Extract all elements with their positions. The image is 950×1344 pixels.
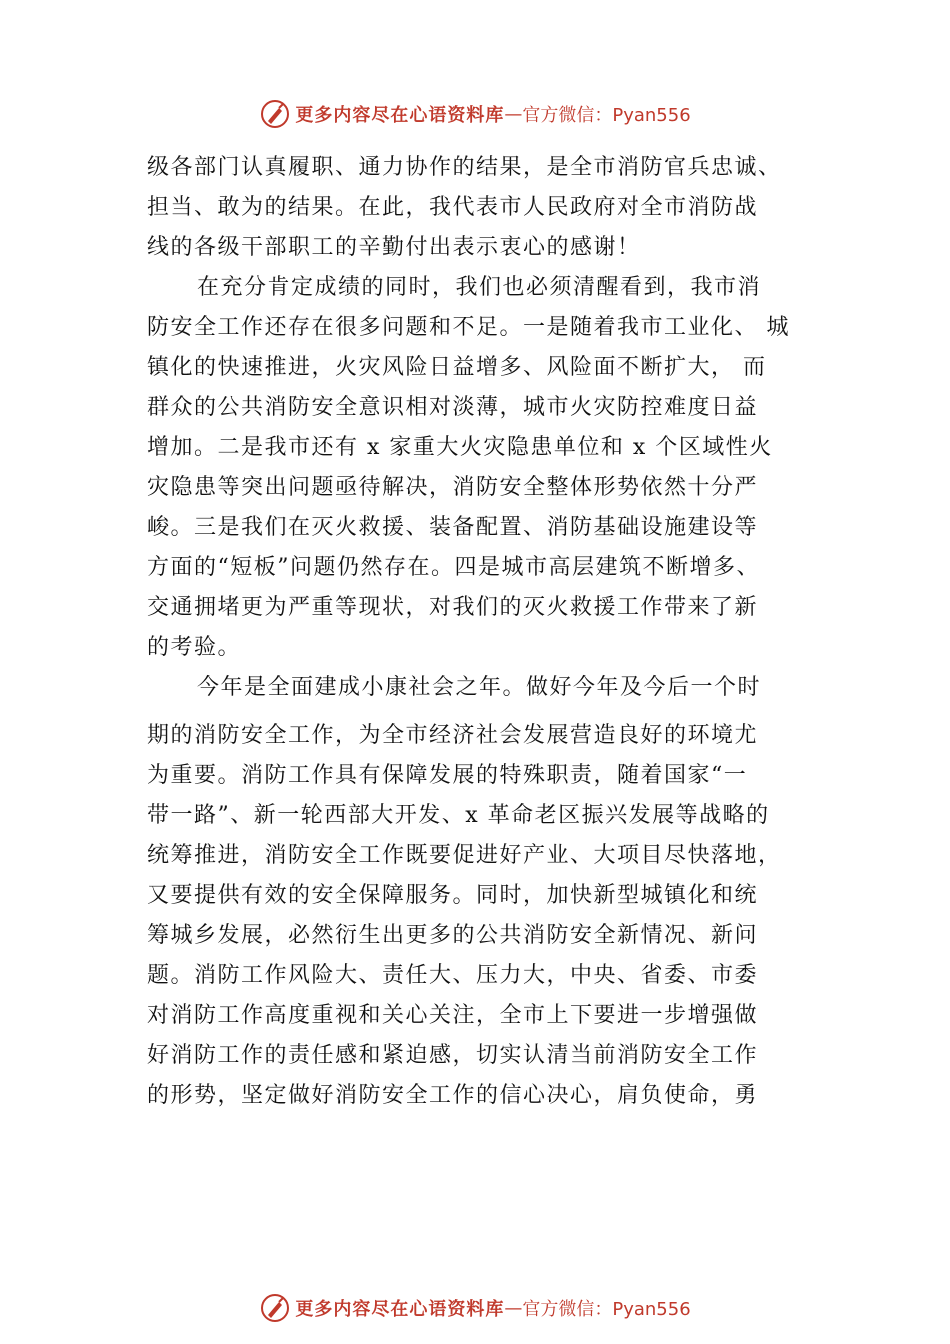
- body-line: 担当、敢为的结果。在此，我代表市人民政府对全市消防战: [147, 195, 759, 220]
- body-line: 线的各级干部职工的辛勤付出表示衷心的感谢！: [147, 235, 641, 260]
- footer-banner: [0, 1291, 950, 1325]
- body-line: 峻。三是我们在灭火救援、装备配置、消防基础设施建设等: [147, 515, 759, 540]
- pen-logo-icon: [259, 1292, 291, 1324]
- body-line: 交通拥堵更为严重等现状，对我们的灭火救援工作带来了新: [147, 595, 759, 620]
- banner-title: 更多内容尽在心语资料库: [295, 1299, 505, 1320]
- paragraph-start-line: 今年是全面建成小康社会之年。做好今年及今后一个时: [197, 675, 762, 700]
- body-line: 对消防工作高度重视和关心关注，全市上下要进一步增强做: [147, 1003, 759, 1028]
- body-line: 级各部门认真履职、通力协作的结果，是全市消防官兵忠诚、: [147, 155, 782, 180]
- body-line: 镇化的快速推进，火灾风险日益增多、风险面不断扩大， 而: [147, 355, 767, 380]
- pen-logo-icon: [259, 98, 291, 130]
- banner-separator: —: [504, 1297, 523, 1319]
- body-line: 的形势，坚定做好消防安全工作的信心决心，肩负使命，勇: [147, 1083, 759, 1108]
- body-line: 防安全工作还存在很多问题和不足。一是随着我市工业化、 城: [147, 315, 790, 340]
- banner-separator: —: [504, 103, 523, 125]
- body-line: 题。消防工作风险大、责任大、压力大，中央、省委、市委: [147, 963, 759, 988]
- paragraph-start-line: 在充分肯定成绩的同时，我们也必须清醒看到，我市消: [197, 275, 762, 300]
- body-line: 群众的公共消防安全意识相对淡薄，城市火灾防控难度日益: [147, 395, 759, 420]
- body-line: 增加。二是我市还有 x 家重大火灾隐患单位和 x 个区域性火: [147, 435, 773, 460]
- document-body: [147, 148, 827, 1116]
- body-line: 又要提供有效的安全保障服务。同时，加快新型城镇化和统: [147, 883, 759, 908]
- body-line: 灾隐患等突出问题亟待解决，消防安全整体形势依然十分严: [147, 475, 759, 500]
- body-line: 期的消防安全工作，为全市经济社会发展营造良好的环境尤: [147, 723, 759, 748]
- body-line: 的考验。: [147, 635, 242, 660]
- body-line: 方面的“短板”问题仍然存在。四是城市高层建筑不断增多、: [147, 555, 760, 580]
- header-banner: [0, 97, 950, 131]
- banner-title: 更多内容尽在心语资料库: [295, 105, 505, 126]
- banner-contact: 官方微信：Pyan556: [522, 105, 691, 126]
- body-line: 统筹推进，消防安全工作既要促进好产业、大项目尽快落地，: [147, 843, 782, 868]
- body-line: 为重要。消防工作具有保障发展的特殊职责，随着国家“一: [147, 763, 748, 788]
- banner-contact: 官方微信：Pyan556: [522, 1299, 691, 1320]
- body-line: 筹城乡发展，必然衍生出更多的公共消防安全新情况、新问: [147, 923, 759, 948]
- body-line: 带一路”、新一轮西部大开发、x 革命老区振兴发展等战略的: [147, 803, 770, 828]
- body-line: 好消防工作的责任感和紧迫感，切实认清当前消防安全工作: [147, 1043, 759, 1068]
